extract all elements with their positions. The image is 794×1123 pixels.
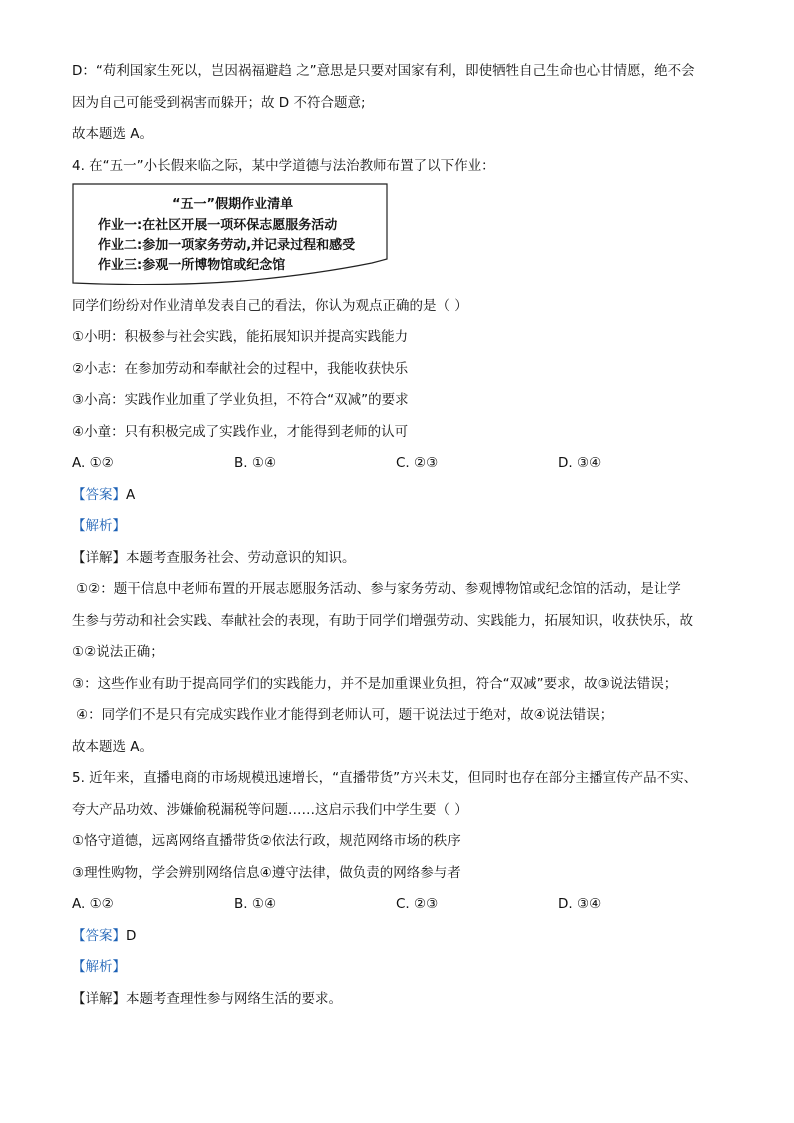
q4-answer [72, 486, 724, 504]
analysis-label: 【解析】 [72, 959, 126, 975]
q4-option-b: B. ①④ [234, 455, 277, 471]
q4-analysis [72, 517, 724, 535]
q5-statements-line2: ③理性购物，学会辨别网络信息④遵守法律，做负责的网络参与者 [72, 864, 461, 881]
q4-explain-3: ①②说法正确； [72, 644, 164, 660]
detail-text: 本题考查服务社会、劳动意识的知识。 [126, 549, 356, 566]
q4-explain-1: ①②：题干信息中老师布置的开展志愿服务活动、参与家务劳动、参观博物馆或纪念馆的活动，是让学 [76, 581, 681, 597]
q5-option-b: B. ①④ [234, 896, 277, 912]
q4-options [72, 454, 724, 472]
q4-option-d: D. ③④ [558, 455, 602, 471]
answer-label: 【答案】 [72, 486, 126, 503]
detail-label: 【详解】 [72, 990, 126, 1007]
q4-explain-2: 生参与劳动和社会实践、奉献社会的表现，有助于同学们增强劳动、实践能力，拓展知识，收获快乐，故 [72, 612, 693, 629]
q4-statement-2: ②小志：在参加劳动和奉献社会的过程中，我能收获快乐 [72, 360, 409, 377]
answer-value: D [126, 927, 137, 944]
detail-label: 【详解】 [72, 549, 126, 566]
answer-label: 【答案】 [72, 927, 126, 944]
q4-statement-3: ③小高：实践作业加重了学业负担，不符合“双减”的要求 [72, 392, 409, 408]
homework-item-1: 作业一:在社区开展一项环保志愿服务活动 [98, 217, 338, 233]
q5-option-d: D. ③④ [558, 896, 602, 912]
q4-conclusion: 故本题选 A。 [72, 738, 154, 755]
q5-statements-line1: ①恪守道德，远离网络直播带货②依法行政，规范网络市场的秩序 [72, 833, 461, 849]
q4-explain-4: ③：这些作业有助于提高同学们的实践能力，并不是加重课业负担，符合“双减”要求，故③说法错误； [72, 675, 678, 692]
q5-options [72, 895, 724, 913]
q4-option-c: C. ②③ [396, 455, 439, 471]
q5-detail [72, 990, 724, 1008]
q5-option-c: C. ②③ [396, 896, 439, 912]
homework-item-3: 作业三:参观一所博物馆或纪念馆 [98, 257, 286, 273]
q3-option-d-line1: D：“苟利国家生死以，岂因祸福避趋 之”意思是只要对国家有利，即使牺牲自己生命也心甘情愿，绝不会 [72, 63, 695, 79]
q4-option-a: A. ①② [72, 455, 114, 471]
homework-box-title: “五一”假期作业清单 [172, 196, 294, 212]
homework-item-2: 作业二:参加一项家务劳动,并记录过程和感受 [98, 237, 356, 253]
q5-answer [72, 927, 724, 945]
q4-question: 同学们纷纷对作业清单发表自己的看法，你认为观点正确的是（ ） [72, 297, 468, 314]
q5-option-a: A. ①② [72, 896, 114, 912]
q4-statement-1: ①小明：积极参与社会实践，能拓展知识并提高实践能力 [72, 329, 409, 345]
q4-statement-4: ④小童：只有积极完成了实践作业，才能得到老师的认可 [72, 423, 409, 440]
q5-stem-line2: 夸大产品功效、涉嫌偷税漏税等问题……这启示我们中学生要（ ） [72, 801, 468, 818]
q3-option-d-line2: 因为自己可能受到祸害而躲开；故 D 不符合题意; [72, 94, 366, 111]
analysis-label: 【解析】 [72, 518, 126, 534]
q4-explain-5: ④：同学们不是只有完成实践作业才能得到老师认可，题干说法过于绝对，故④说法错误； [76, 707, 614, 723]
homework-list-box [72, 183, 390, 285]
q5-stem-line1: 5. 近年来，直播电商的市场规模迅速增长，“直播带货”方兴未艾，但同时也存在部分主播宣传产品不实、 [72, 770, 698, 786]
q3-conclusion: 故本题选 A。 [72, 126, 154, 142]
q4-stem: 4. 在“五一”小长假来临之际，某中学道德与法治教师布置了以下作业： [72, 157, 495, 174]
detail-text: 本题考查理性参与网络生活的要求。 [126, 990, 342, 1007]
answer-value: A [126, 486, 136, 503]
document-page [72, 62, 724, 1008]
q4-detail [72, 549, 724, 567]
q5-analysis [72, 958, 724, 976]
